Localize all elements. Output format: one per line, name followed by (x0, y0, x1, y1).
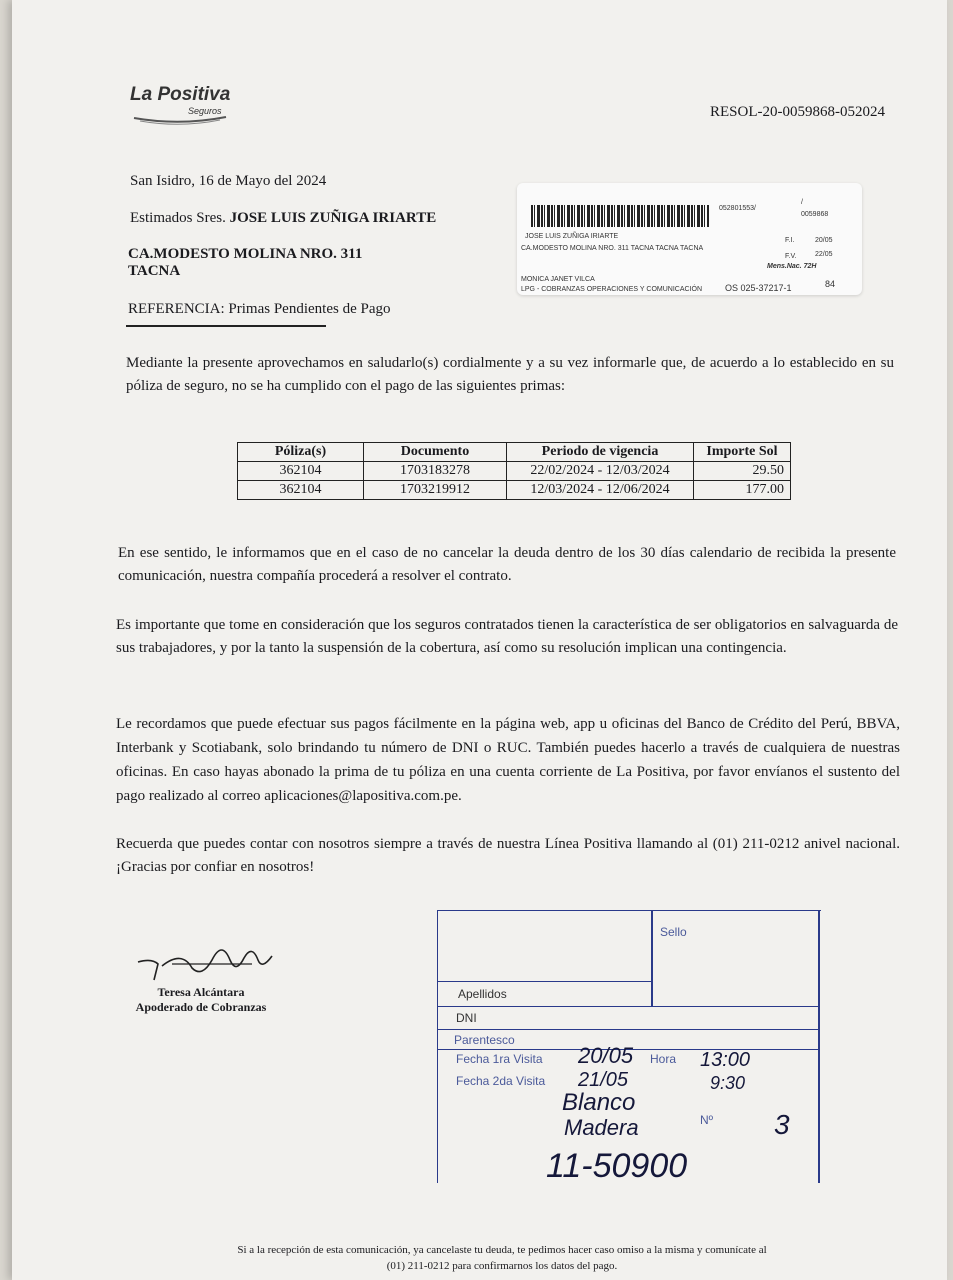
signer-name: Teresa Alcántara (157, 985, 245, 999)
hw-time-2: 9:30 (710, 1073, 746, 1093)
label-os: OS 025-37217-1 (725, 283, 792, 293)
paragraph-payment: Le recordamos que puede efectuar sus pagos fácilmente en la página web, app u oficinas del Banco de Crédito del Perú, BBVA, Interbank y Scotiabank, solo brindando tu número de DNI o RUC. También puedes hacerlo a través de cualquiera de nuestras oficinas. En caso hayas abonado la prima de tu póliza en una cuenta corriente de La Positiva, por favor envíanos el sustento del pago realizado al correo aplicaciones@lapositiva.com.pe. (116, 716, 900, 804)
label-code-right: 0059868 (801, 211, 829, 218)
hw-material: Madera (564, 1115, 639, 1140)
stamp-divider (651, 911, 653, 1006)
paragraph-importance: Es importante que tome en consideración que los seguros contratados tienen la característica de ser obligatorios en salvaguarda de sus trabajadores, y por la tanto la suspensión de la cobertura, así como su resolución implican una contingencia. (116, 617, 898, 656)
table-row (238, 462, 791, 481)
stamp-hora: Hora (650, 1052, 677, 1066)
label-sender: MONICA JANET VILCA (521, 276, 595, 283)
greeting: Estimados Sres. JOSE LUIS ZUÑIGA IRIARTE (130, 210, 437, 226)
stamp-right-border (818, 911, 820, 1183)
address-line-2: TACNA (128, 263, 181, 279)
label-os-num: 84 (825, 279, 836, 289)
company-logo-subtitle: Seguros (188, 106, 222, 116)
label-code: 052801553/ (719, 205, 756, 212)
company-logo: La Positiva (130, 84, 231, 105)
cell-policy: 362104 (238, 462, 364, 481)
label-dept: LPG - COBRANZAS OPERACIONES Y COMUNICACIÓN (521, 286, 702, 293)
resolution-number: RESOL-20-0059868-052024 (710, 104, 885, 120)
paragraph-intro: Mediante la presente aprovechamos en saludarlo(s) cordialmente y a su vez informarle que, de acuerdo a lo establecido en su póliza de seguro, no se ha cumplido con el pago de las siguientes primas: (126, 355, 894, 394)
cell-period: 22/02/2024 - 12/03/2024 (507, 462, 694, 481)
signature-icon (132, 930, 282, 985)
cell-period: 12/03/2024 - 12/06/2024 (507, 481, 694, 500)
hw-date-2: 21/05 (578, 1069, 629, 1091)
cell-amount: 177.00 (694, 481, 791, 500)
letter-page (12, 0, 947, 1280)
col-header-amount: Importe Sol (694, 443, 791, 462)
col-header-policy: Póliza(s) (238, 443, 364, 462)
delivery-stamp (437, 910, 821, 1183)
cell-amount: 29.50 (694, 462, 791, 481)
col-header-document: Documento (364, 443, 507, 462)
footer-note (142, 1242, 862, 1274)
letter-date: San Isidro, 16 de Mayo del 2024 (130, 173, 327, 189)
stamp-visita2: Fecha 2da Visita (456, 1074, 546, 1088)
label-slash: / (801, 199, 803, 206)
hw-time-1: 13:00 (700, 1049, 751, 1071)
label-fi-value: 20/05 (815, 237, 833, 244)
paragraph-warning: En ese sentido, le informamos que en el caso de no cancelar la deuda dentro de los 30 días calendario de recibida la presente comunicación, nuestra compañía procederá a resolver el contrato. (118, 545, 896, 584)
shipping-label (517, 183, 862, 295)
label-fv: F.V. (785, 253, 797, 260)
cell-document: 1703183278 (364, 462, 507, 481)
logo-swoosh-icon (130, 112, 230, 126)
label-name: JOSE LUIS ZUÑIGA IRIARTE (525, 233, 619, 240)
hw-date-1: 20/05 (578, 1043, 634, 1068)
footer-line-2: (01) 211-0212 para confirmarnos los datos del pago. (386, 1260, 618, 1272)
table-row (238, 481, 791, 500)
stamp-visita1: Fecha 1ra Visita (456, 1052, 543, 1066)
stamp-sello: Sello (660, 925, 687, 939)
label-fi: F.I. (785, 237, 795, 244)
stamp-dni: DNI (456, 1011, 477, 1025)
reference-line: REFERENCIA: Primas Pendientes de Pago (128, 301, 391, 317)
cell-document: 1703219912 (364, 481, 507, 500)
paragraph-closing: Recuerda que puedes contar con nosotros siempre a través de nuestra Línea Positiva llamando al (01) 211-0212 anivel nacional. ¡Gracias por confiar en nosotros! (116, 836, 900, 875)
stamp-nro: Nº (700, 1113, 714, 1127)
table-header-row (238, 443, 791, 462)
signer-block (126, 985, 276, 1015)
label-address: CA.MODESTO MOLINA NRO. 311 TACNA TACNA TACNA (521, 245, 704, 252)
recipient-name: JOSE LUIS ZUÑIGA IRIARTE (229, 210, 437, 226)
address-line-1: CA.MODESTO MOLINA NRO. 311 (128, 246, 363, 262)
reference-underline (126, 325, 326, 327)
footer-line-1: Si a la recepción de esta comunicación, ya cancelaste tu deuda, te pedimos hacer caso omiso a la misma y comunícate al (237, 1244, 767, 1256)
label-mens: Mens.Nac. 72H (767, 263, 817, 270)
hw-number: 3 (774, 1109, 790, 1140)
label-fv-value: 22/05 (815, 251, 833, 258)
hw-suministro: 11-50900 (546, 1147, 688, 1185)
hw-color: Blanco (562, 1089, 636, 1116)
premiums-table (237, 442, 791, 500)
stamp-parentesco: Parentesco (454, 1033, 515, 1047)
signer-title: Apoderado de Cobranzas (135, 1000, 267, 1014)
col-header-period: Periodo de vigencia (507, 443, 694, 462)
barcode-icon (531, 205, 709, 227)
cell-policy: 362104 (238, 481, 364, 500)
stamp-apellidos: Apellidos (458, 987, 507, 1001)
